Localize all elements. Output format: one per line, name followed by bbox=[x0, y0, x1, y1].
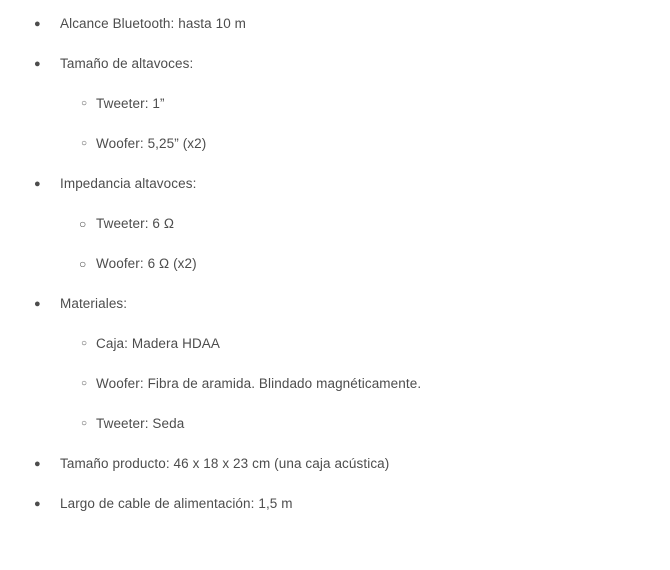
sub-list-item bbox=[0, 324, 670, 364]
list-item-label: Tamaño de altavoces: bbox=[60, 56, 194, 71]
bullet-icon: ○ bbox=[79, 257, 87, 271]
sub-list-item-label: Tweeter: 6 Ω bbox=[96, 216, 175, 231]
sub-list-item bbox=[0, 124, 670, 164]
sub-list-item bbox=[0, 244, 670, 284]
bullet-icon: ● bbox=[34, 178, 41, 190]
list-item-label: Impedancia altavoces: bbox=[60, 176, 197, 191]
sub-list bbox=[0, 204, 670, 284]
list-item bbox=[0, 44, 670, 84]
sub-list-item-label: Woofer: 5,25” (x2) bbox=[96, 136, 207, 151]
sub-list-item bbox=[0, 204, 670, 244]
sub-list-item bbox=[0, 84, 670, 124]
list-item-label: Materiales: bbox=[60, 296, 128, 311]
bullet-icon: ○ bbox=[81, 338, 88, 349]
sub-list-item-label: Caja: Madera HDAA bbox=[96, 336, 220, 351]
bullet-icon: ○ bbox=[79, 217, 87, 231]
list-item bbox=[0, 4, 670, 44]
list-item bbox=[0, 484, 670, 524]
bullet-icon: ○ bbox=[81, 418, 88, 429]
sub-list-item-label: Tweeter: Seda bbox=[96, 416, 185, 431]
list-item bbox=[0, 444, 670, 484]
list-item bbox=[0, 284, 670, 324]
sub-list-item-label: Tweeter: 1” bbox=[96, 96, 165, 111]
bullet-icon: ● bbox=[34, 298, 41, 310]
sub-list-item bbox=[0, 404, 670, 444]
bullet-icon: ● bbox=[34, 18, 41, 30]
list-item-label: Largo de cable de alimentación: 1,5 m bbox=[60, 496, 293, 511]
bullet-icon: ○ bbox=[81, 378, 88, 389]
list-item-label: Alcance Bluetooth: hasta 10 m bbox=[60, 16, 247, 31]
bullet-icon: ● bbox=[34, 498, 41, 510]
sub-list-item bbox=[0, 364, 670, 404]
bullet-icon: ● bbox=[34, 58, 41, 70]
specification-list bbox=[0, 4, 670, 524]
bullet-icon: ○ bbox=[81, 98, 88, 109]
bullet-icon: ● bbox=[34, 458, 41, 470]
sub-list-item-label: Woofer: Fibra de aramida. Blindado magnéticamente. bbox=[96, 376, 422, 391]
sub-list bbox=[0, 84, 670, 164]
list-item-label: Tamaño producto: 46 x 18 x 23 cm (una caja acústica) bbox=[60, 456, 390, 471]
bullet-icon: ○ bbox=[81, 138, 88, 149]
list-item bbox=[0, 164, 670, 204]
sub-list-item-label: Woofer: 6 Ω (x2) bbox=[96, 256, 197, 271]
sub-list bbox=[0, 324, 670, 444]
